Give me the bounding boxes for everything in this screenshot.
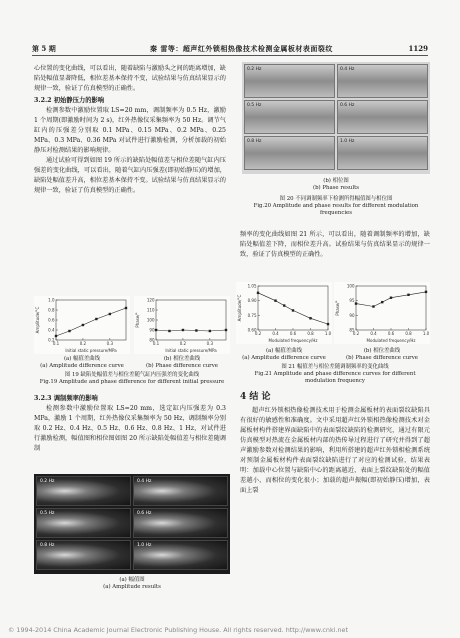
fig19-caption: [34, 372, 230, 386]
phase-frame: [337, 100, 428, 134]
running-header: [32, 42, 428, 56]
y-tick-label: 0.8: [48, 307, 55, 313]
fig20b-phase-images: [242, 62, 430, 174]
fig19b-svg: [134, 296, 230, 354]
frame-label: 1.0 Hz: [137, 543, 152, 548]
y-tick-label: 1.0: [48, 297, 55, 303]
fig20b-sub-cn: (b) 相位图: [323, 178, 349, 184]
y-tick-label: 90: [349, 312, 355, 318]
y-tick-label: 100: [146, 317, 155, 323]
frame-label: 0.4 Hz: [340, 67, 355, 72]
y-tick-label: 0.90: [247, 298, 257, 304]
data-point: [225, 329, 227, 331]
phase-frame: [337, 64, 428, 98]
fig20a-amplitude-images: [34, 474, 230, 574]
data-point: [257, 292, 259, 294]
data-point: [407, 294, 409, 296]
y-tick-label: 120: [146, 297, 155, 303]
fig19b-sub-cn: (b) 相位差曲线: [163, 356, 201, 362]
data-point: [168, 330, 170, 332]
x-tick-label: 0.3: [106, 341, 114, 346]
frame-label: 0.5 Hz: [247, 103, 262, 108]
amplitude-frame: [133, 540, 228, 570]
frame-label: 0.8 Hz: [40, 543, 55, 548]
y-tick-label: 80: [149, 337, 155, 343]
x-tick-label: 1.0: [324, 331, 332, 336]
frame-label: 0.4 Hz: [137, 479, 152, 484]
y-tick-label: 90: [149, 327, 155, 333]
data-point: [182, 329, 184, 331]
plot-frame: [56, 300, 126, 340]
data-point: [195, 329, 197, 331]
copyright-footer: © 1994-2014 China Academic Journal Electronic Publishing House. All rights reserved. http://www.cnki.net: [8, 626, 348, 634]
fig20b-sub-en: (b) Phase results: [312, 185, 359, 191]
y-tick-label: 85: [349, 327, 355, 333]
amplitude-frame: [133, 476, 228, 506]
frame-label: 0.8 Hz: [247, 139, 262, 144]
data-point: [109, 313, 111, 315]
data-point: [381, 301, 383, 303]
x-axis-label: Initial static pressure/MPa: [65, 348, 117, 353]
data-point: [55, 335, 57, 337]
fig19a-svg: [34, 296, 130, 354]
x-tick-label: 0.2: [352, 331, 360, 336]
y-tick-label: 0.2: [48, 337, 55, 343]
frame-label: 0.2 Hz: [247, 67, 262, 72]
fig21-caption-cn: 图 21 幅值差与相位差随调制频率的变化曲线: [281, 364, 389, 370]
data-point: [292, 309, 294, 311]
fig21a-sub-en: (a) Amplitude difference curve: [242, 355, 326, 361]
right-paragraph-5-wrap: [240, 230, 430, 260]
phase-frame: [337, 136, 428, 170]
fig21b-sub-en: (b) Phase difference curve: [345, 355, 418, 361]
frame-label: 0.5 Hz: [40, 511, 55, 516]
fig19a-subcaption: [34, 356, 130, 370]
amplitude-frame: [36, 476, 131, 506]
fig19-caption-cn: 图 19 缺陷处幅值差与相位差随气缸内压强差的变化曲线: [64, 372, 200, 378]
fig19b-subcaption: [134, 356, 230, 370]
fig20a-subcaption: [34, 577, 230, 591]
fig19a-sub-cn: (a) 幅值差曲线: [63, 356, 101, 362]
x-tick-label: 0.3: [206, 341, 214, 346]
x-tick-label: 0.6: [289, 331, 297, 336]
fig19a-sub-en: (a) Amplitude difference curve: [40, 363, 124, 369]
fig21-caption: [240, 364, 430, 385]
y-axis-label: Amplitude/°C: [35, 306, 40, 334]
x-tick-label: 0.1: [152, 341, 160, 346]
data-point: [355, 302, 357, 304]
data-point: [425, 291, 427, 293]
fig21a-sub-cn: (a) 幅值差曲线: [265, 348, 303, 354]
data-point: [95, 318, 97, 320]
x-tick-label: 0.4: [272, 331, 279, 336]
frame-label: 0.6 Hz: [137, 511, 152, 516]
data-point: [309, 317, 311, 319]
data-point: [82, 324, 84, 326]
x-tick-label: 0.6: [387, 331, 395, 336]
y-tick-label: 110: [146, 307, 155, 313]
x-axis-label: Initial static pressure/MPa: [165, 348, 217, 353]
x-tick-label: 0.2: [179, 341, 187, 346]
issue-number: 第 5 期: [32, 44, 56, 53]
series-line: [258, 293, 328, 324]
data-point: [390, 297, 392, 299]
y-tick-label: 95: [349, 298, 355, 304]
fig20a-sub-cn: (a) 幅值图: [119, 577, 145, 583]
data-point: [68, 330, 70, 332]
amplitude-frame: [36, 508, 131, 538]
y-tick-label: 0.75: [247, 312, 257, 318]
series-line: [156, 330, 226, 331]
fig21-caption-en: Fig.21 Amplitude and phase difference curves for different modulation frequency: [254, 371, 416, 384]
page-number: 1129: [408, 44, 428, 53]
data-point: [125, 307, 127, 309]
section-4-heading: 4 结 论: [240, 392, 271, 402]
phase-frame: [244, 64, 335, 98]
fig20a-sub-en: (a) Amplitude results: [103, 584, 161, 590]
left-column: [34, 64, 226, 196]
series-line: [356, 292, 426, 307]
x-tick-label: 0.8: [307, 331, 314, 336]
y-axis-label: Amplitude/°C: [237, 294, 242, 322]
data-point: [283, 304, 285, 306]
x-tick-label: 0.4: [370, 331, 377, 336]
frame-label: 0.2 Hz: [40, 479, 55, 484]
frame-label: 0.6 Hz: [340, 103, 355, 108]
paragraph-6: 超声红外锁相热像检测技术用于检测金属板材的表面裂纹缺陷具有很好的敏感性和准确度。文中采用超声红外锁相热像检测技术对金属板材构件搭建界面缺陷中的表面裂纹缺陷的检测研究，通过有限元仿真模型对热流在金属板材内部的热传导过程进行了研究并得到了超声激励参数对检测结果的影响，利用所搭建的超声红外锁相检测系统对预制金属板材构件表面裂纹缺陷进行了对应的检测试验，结果表明：加载中心位置与缺陷中心的距离越近，表面上裂纹缺陷处的幅值差越小，而相位的变化很小；加载的超声振幅(即初始静压)增加，表面上裂: [240, 407, 430, 494]
paragraph-2: 检测参数中激励位置取 LS=20 mm，调制频率为 0.5 Hz，激励 1 个周期(即激励时间为 2 s)，红外热像仪采集频率为 50 Hz。调节气缸内的压强差分别取 0.1 MPa、0.15 MPa、0.2 MPa、0.25 MPa、0.3 MPa、0.36 MPa 对试件进行激励检测，分析加载的初始静压对检测结果的影响规律。: [34, 107, 226, 154]
paragraph-5: 频率的变化曲线如图 21 所示，可以看出，随着调制频率的增加，缺陷处幅值差下降，而相位差升高。试验结果与仿真结果显示的规律一致，验证了仿真模型的正确性。: [240, 231, 430, 258]
fig21b-svg: [334, 282, 430, 344]
data-point: [155, 329, 157, 331]
x-tick-label: 0.8: [405, 331, 412, 336]
left-column-lower: [34, 392, 226, 454]
fig19b-sub-en: (b) Phase difference curve: [145, 363, 218, 369]
fig21b-sub-cn: (b) 相位差曲线: [363, 348, 401, 354]
fig19-caption-en: Fig.19 Amplitude and phase difference for different initial pressure: [39, 379, 225, 385]
section-3-2-2-heading: 3.2.2 初始静压力的影响: [34, 97, 105, 104]
data-point: [372, 305, 374, 307]
series-line: [56, 308, 126, 336]
x-tick-label: 0.1: [52, 341, 60, 346]
x-axis-label: Modulated frequency/Hz: [366, 338, 416, 343]
plot-frame: [356, 286, 426, 330]
fig21a-chart: [236, 282, 332, 344]
fig21a-svg: [236, 282, 332, 344]
paragraph-3: 通过试验可得到如图 19 所示的缺陷处幅值差与相位差随气缸内压强差的变化曲线，可以看出，随着气缸内压强差(即初始静压)的增加，缺陷处幅值差升高，相位差基本保持不变。试验结果与仿真结果显示的规律一致，验证了仿真模型的正确性。: [34, 157, 226, 194]
y-axis-label: Phase/°: [335, 300, 340, 316]
fig20-caption-en: Fig.20 Amplitude and phase results for different modulation frequencies: [253, 203, 419, 216]
frame-label: 1.0 Hz: [340, 139, 355, 144]
phase-frame: [244, 136, 335, 170]
section-3-2-3-heading: 3.2.3 调制频率的影响: [34, 395, 98, 402]
fig19a-chart: [34, 296, 130, 354]
y-axis-label: Phase/°: [135, 312, 140, 328]
fig20b-subcaption: [242, 178, 430, 192]
paragraph-1: 心位置的变化曲线，可以看出，随着缺陷与激励头之间的距离增加，缺陷处幅值显著降低，相位差基本保持不变，试验结果与仿真结果显示的规律一致，验证了仿真模型的正确性。: [34, 65, 226, 92]
paragraph-4: 检测参数中激励位置取 LS=20 mm，选定缸内压强差为 0.3 MPa，激励 1 个周期，红外热像仪采集频率为 50 Hz，调制频率分别取 0.2 Hz、0.4 Hz、0.5 Hz、0.6 Hz、0.8 Hz、1 Hz，对试件进行激励检测，幅值图和相位图如图 20 所示缺陷处幅值差与相位差随调制: [34, 405, 226, 452]
y-tick-label: 100: [346, 283, 355, 289]
y-tick-label: 0.60: [247, 327, 257, 333]
x-tick-label: 0.2: [254, 331, 262, 336]
data-point: [209, 330, 211, 332]
fig21a-subcaption: [236, 348, 332, 362]
plot-frame: [258, 286, 328, 330]
data-point: [274, 299, 276, 301]
x-tick-label: 0.2: [79, 341, 87, 346]
fig20-caption-cn: 图 20 不同调制频率下检测所得幅值图与相位图: [279, 196, 393, 202]
fig20-caption: [242, 196, 430, 217]
fig21b-subcaption: [334, 348, 430, 362]
amplitude-frame: [133, 508, 228, 538]
fig19b-chart: [134, 296, 230, 354]
conclusion-section: [240, 386, 430, 496]
running-title: 秦 雷等：超声红外锁相热像技术检测金属板材表面裂纹: [150, 44, 333, 53]
x-tick-label: 1.0: [422, 331, 430, 336]
plot-frame: [156, 300, 226, 340]
y-tick-label: 1.05: [247, 283, 257, 289]
fig21b-chart: [334, 282, 430, 344]
x-axis-label: Modulated frequency/Hz: [268, 338, 318, 343]
y-tick-label: 0.4: [48, 327, 55, 333]
data-point: [327, 323, 329, 325]
phase-frame: [244, 100, 335, 134]
y-tick-label: 0.6: [48, 317, 55, 323]
amplitude-frame: [36, 540, 131, 570]
